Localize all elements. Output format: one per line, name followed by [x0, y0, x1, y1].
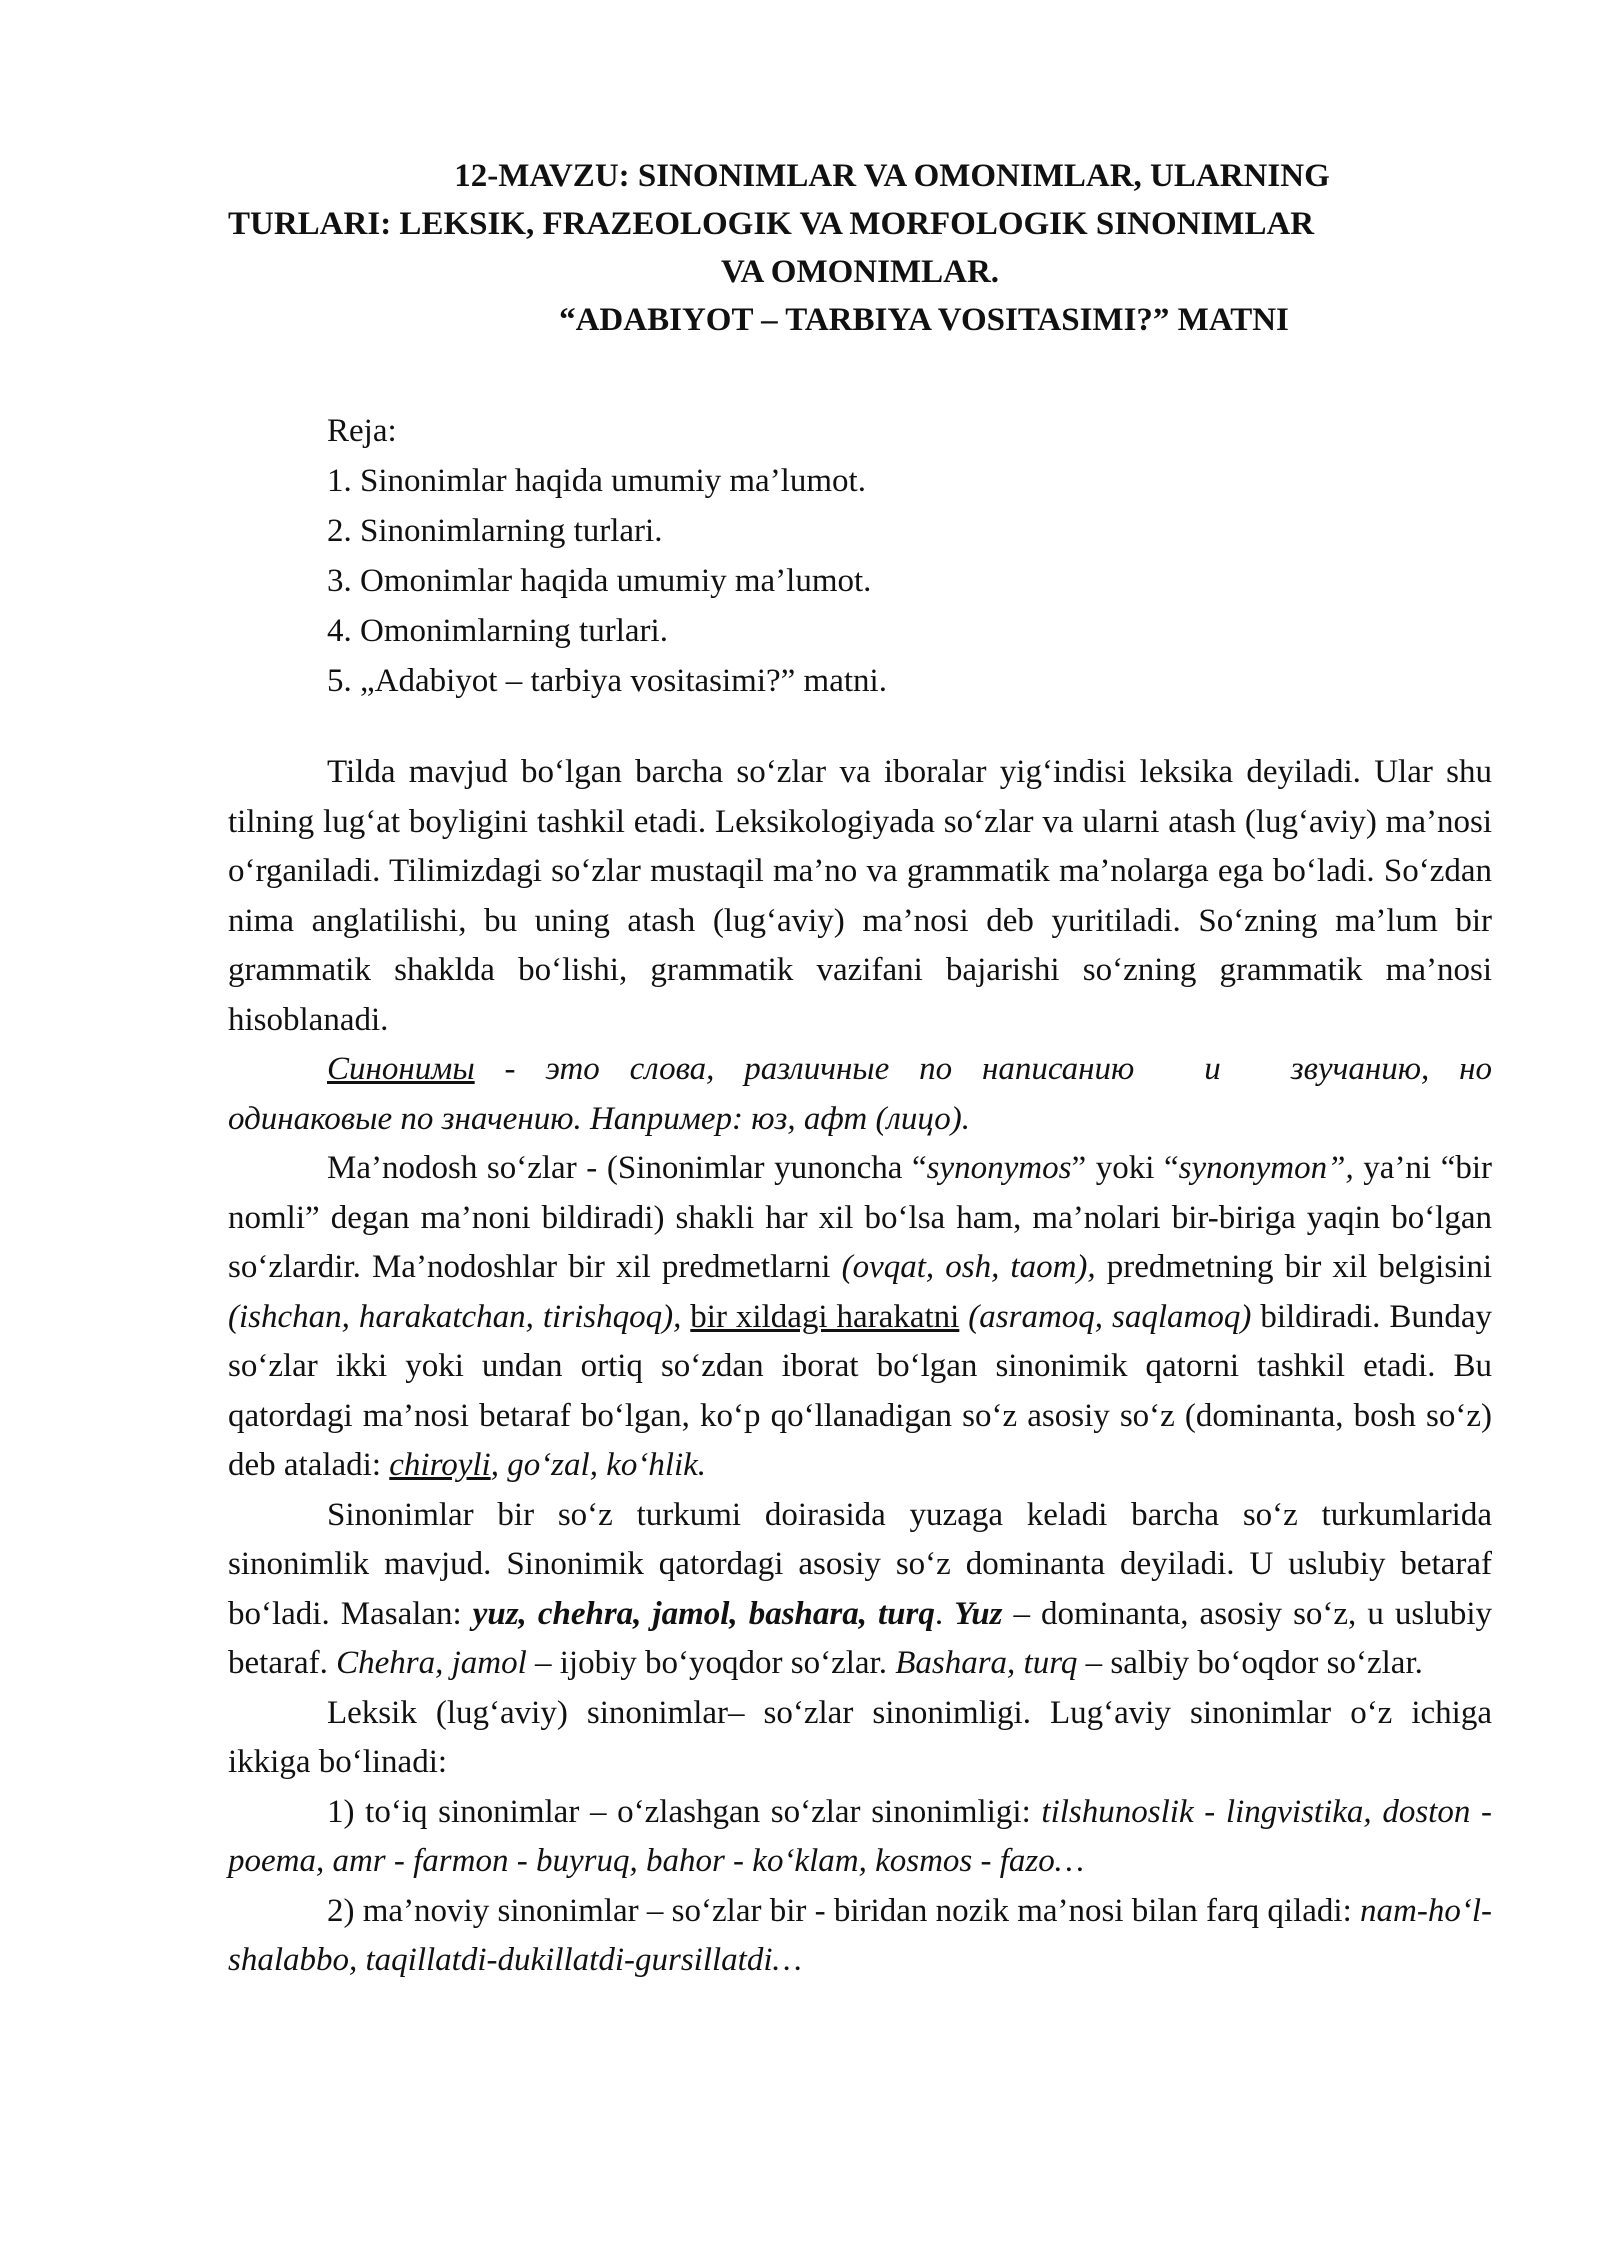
- plan-item: 3. Omonimlar haqida umumiy ma’lumot.: [327, 563, 872, 599]
- term-sinonimy: Синонимы: [327, 1051, 475, 1087]
- title-line-2: TURLARI: LEKSIK, FRAZEOLOGIK VA MORFOLOGIK SINONIMLAR: [228, 206, 1315, 242]
- paragraph-dominanta: Sinonimlar bir so‘z turkumi doirasida yuzaga keladi barcha so‘z turkumlarida sinonimlik mavjud. Sinonimik qatordagi asosiy so‘z dominanta deyiladi. U uslubiy betaraf bo‘ladi. Masalan: yuz, chehra, jamol, bashara, turq. Yuz – dominanta, asosiy so‘z, u uslubiy betaraf. Chehra, jamol – ijobiy bo‘yoqdor so‘zlar. Bashara, turq – salbiy bo‘oqdor so‘zlar.: [228, 1496, 1493, 1681]
- paragraph-lexicon: Tilda mavjud bo‘lgan barcha so‘zlar va iboralar yig‘indisi leksika deyiladi. Ular shu tilning lug‘at boyligini tashkil etadi. Leksikologiyada so‘zlar va ularni atash (lug‘aviy) ma’nosi o‘rganiladi. Tilimizdagi so‘zlar mustaqil ma’no va grammatik ma’nolarga ega bo‘ladi. So‘zdan nima anglatilishi, bu uning atash (lug‘aviy) ma’nosi deb yuritiladi. So‘zning ma’lum bir grammatik shaklda bo‘lishi, grammatik vazifani bajarishi so‘zning grammatik ma’nosi hisoblanadi.: [228, 754, 1492, 1038]
- paragraph-toliq-sinonimlar: 1) to‘iq sinonimlar – o‘zlashgan so‘zlar sinonimligi: tilshunoslik - lingvistika, doston - poema, amr - farmon - buyruq, bahor - ko‘klam, kosmos - fazo…: [228, 1793, 1492, 1879]
- paragraph-manoviy-sinonimlar: 2) ma’noviy sinonimlar – so‘zlar bir - biridan nozik ma’nosi bilan farq qiladi: nam-ho‘l-shalabbo, taqillatdi-dukillatdi-gursillatdi…: [228, 1892, 1492, 1978]
- title-line-3: VA OMONIMLAR.: [720, 254, 1000, 290]
- page-title: [228, 152, 1492, 344]
- title-line-1: 12-MAVZU: SINONIMLAR VA OMONIMLAR, ULARNING: [454, 158, 1330, 194]
- plan-item: 1. Sinonimlar haqida umumiy ma’lumot.: [327, 463, 866, 499]
- paragraph-russian-definition: Синонимы - это слова, различные по написанию и звучанию, но одинаковые по значению. Например: юз, афт (лицо).: [228, 1051, 1492, 1137]
- title-line-4: “ADABIYOT – TARBIYA VOSITASIMI?” MATNI: [559, 302, 1289, 338]
- plan-item: 5. „Adabiyot – tarbiya vositasimi?” matni.: [327, 663, 887, 699]
- lesson-plan: [327, 406, 887, 706]
- plan-item: 2. Sinonimlarning turlari.: [327, 513, 663, 549]
- plan-item: 4. Omonimlarning turlari.: [327, 613, 668, 649]
- paragraph-manodosh: Ma’nodosh so‘zlar - (Sinonimlar yunoncha “synonymos” yoki “synonymon”, ya’ni “bir nomli” degan ma’noni bildiradi) shakli har xil bo‘lsa ham, ma’nolari bir-biriga yaqin bo‘lgan so‘zlardir. Ma’nodoshlar bir xil predmetlarni (ovqat, osh, taom), predmetning bir xil belgisini (ishchan, harakatchan, tirishqoq), bir xildagi harakatni (asramoq, saqlamoq) bildiradi. Bunday so‘zlar ikki yoki undan ortiq so‘zdan iborat bo‘lgan sinonimik qatorni tashkil etadi. Bu qatordagi ma’nosi betaraf bo‘lgan, ko‘p qo‘llanadigan so‘z asosiy so‘z (dominanta, bosh so‘z) deb ataladi: chiroyli, go‘zal, ko‘hlik.: [228, 1150, 1493, 1483]
- paragraph-leksik-sinonimlar: Leksik (lug‘aviy) sinonimlar– so‘zlar sinonimligi. Lug‘aviy sinonimlar o‘z ichiga ikkiga bo‘linadi:: [228, 1694, 1492, 1780]
- plan-heading: Reja:: [327, 413, 397, 449]
- main-text: [228, 748, 1492, 1986]
